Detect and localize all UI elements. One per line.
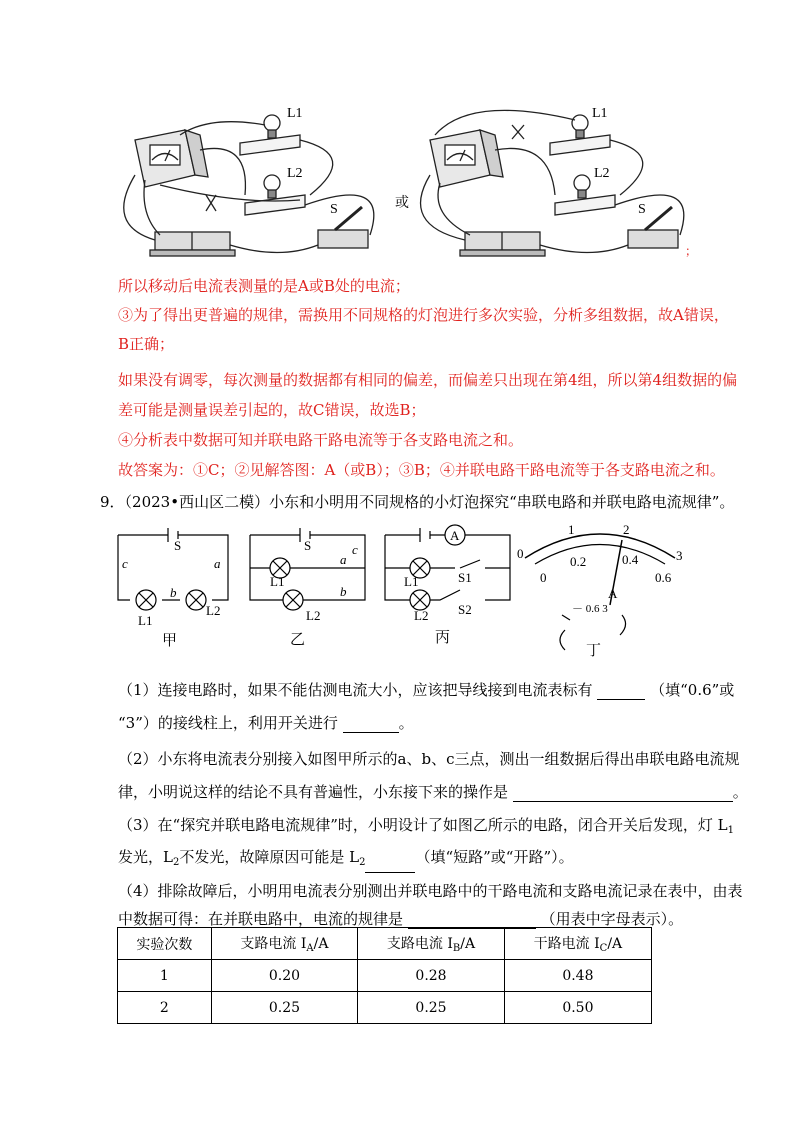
ding-needle-label: A bbox=[608, 586, 618, 601]
table-header-cell: 干路电流 $I_C/A$ bbox=[504, 928, 651, 960]
jia-c-label: c bbox=[122, 556, 128, 571]
jia-b-label: b bbox=[170, 585, 177, 600]
question-stem bbox=[100, 492, 734, 512]
jia-caption: 甲 bbox=[162, 633, 178, 649]
left-l2-label: L2 bbox=[287, 166, 303, 181]
bing-s2-label: S2 bbox=[458, 602, 472, 617]
part4-line1: （4）排除故障后，小明用电流表分别测出并联电路中的干路电流和支路电流记录在表中，由表 bbox=[118, 882, 743, 900]
part1-line2: “3”）的接线柱上，利用开关进行 。 bbox=[118, 714, 414, 732]
ding-scale-04: 0.4 bbox=[622, 552, 639, 567]
right-l2-label: L2 bbox=[594, 166, 610, 181]
yi-l2-label: L2 bbox=[306, 608, 321, 623]
part2-blank[interactable] bbox=[513, 787, 733, 802]
table-header-cell: 实验次数 bbox=[118, 928, 212, 960]
jia-l2-label: L2 bbox=[206, 603, 221, 618]
answer-line-2: ③为了得出更普遍的规律，需换用不同规格的灯泡进行多次实验，分析多组数据，故A错误， bbox=[118, 306, 729, 324]
yi-s-label: S bbox=[304, 538, 312, 553]
table-cell: 0.50 bbox=[504, 992, 651, 1024]
figure-semicolon: ； bbox=[685, 244, 698, 258]
part3-line2: 发光，$L_2$不发光，故障原因可能是 $L_2$ （填“短路”或“开路”）。 bbox=[118, 847, 574, 873]
part2-line1: （2）小东将电流表分别接入如图甲所示的a、b、c三点，测出一组数据后得出串联电路电流规 bbox=[118, 750, 740, 768]
jia-l1-label: L1 bbox=[138, 613, 153, 628]
left-s-label: S bbox=[330, 202, 338, 217]
part4-line2: 中数据可得：在并联电路中，电流的规律是 （用表中字母表示）。 bbox=[118, 910, 684, 928]
bing-l1-label: L1 bbox=[404, 574, 419, 589]
part3-line1: （3）在“探究并联电路电流规律”时，小明设计了如图乙所示的电路，闭合开关后发现，灯 $L_1$ bbox=[118, 816, 734, 836]
part1-blank-1[interactable] bbox=[597, 685, 645, 700]
ding-scale-1: 1 bbox=[568, 522, 575, 537]
apparatus-figure bbox=[100, 95, 700, 265]
table-cell: 1 bbox=[118, 960, 212, 992]
ding-caption: 丁 bbox=[586, 643, 602, 659]
bing-caption: 丙 bbox=[435, 630, 451, 646]
ding-scale-3: 3 bbox=[676, 548, 683, 563]
table-cell: 0.25 bbox=[211, 992, 357, 1024]
part1-line1: （1）连接电路时，如果不能估测电流大小，应该把导线接到电流表标有 （填“0.6”或 bbox=[118, 681, 735, 699]
ding-scale-06: 0.6 bbox=[655, 570, 672, 585]
part2-line2: 律，小明说这样的结论不具有普遍性，小东接下来的操作是 。 bbox=[118, 783, 748, 801]
yi-l1-label: L1 bbox=[270, 574, 285, 589]
answer-line-6: ④分析表中数据可知并联电路干路电流等于各支路电流之和。 bbox=[118, 431, 524, 449]
table-row bbox=[118, 992, 652, 1024]
table-cell: 0.28 bbox=[358, 960, 505, 992]
table-cell: 0.20 bbox=[211, 960, 357, 992]
yi-caption: 乙 bbox=[290, 632, 306, 648]
table-header-row bbox=[118, 928, 652, 960]
data-table bbox=[117, 927, 652, 1024]
table-row bbox=[118, 960, 652, 992]
answer-line-1: 所以移动后电流表测量的是A或B处的电流； bbox=[118, 277, 410, 295]
right-l1-label: L1 bbox=[592, 106, 608, 121]
bing-s1-label: S1 bbox=[458, 570, 472, 585]
bing-meter-label: A bbox=[450, 528, 460, 543]
question-number: 9． bbox=[100, 493, 125, 511]
question-source: （2023•西山区二模） bbox=[124, 493, 270, 511]
answer-line-7: 故答案为：①C；②见解答图：A（或B）；③B；④并联电路干路电流等于各支路电流之和。 bbox=[118, 461, 725, 479]
part1-blank-2[interactable] bbox=[343, 718, 399, 733]
table-cell: 0.25 bbox=[358, 992, 505, 1024]
yi-c-label: c bbox=[352, 542, 358, 557]
table-header-cell: 支路电流 $I_B/A$ bbox=[358, 928, 505, 960]
or-label: 或 bbox=[395, 196, 409, 211]
bing-l2-label: L2 bbox=[414, 608, 429, 623]
ding-zero-top: 0 bbox=[517, 546, 524, 561]
question-stem-text: 小东和小明用不同规格的小灯泡探究“串联电路和并联电路电流规律”。 bbox=[269, 493, 735, 511]
answer-line-4: 如果没有调零，每次测量的数据都有相同的偏差，而偏差只出现在第4组，所以第4组数据的偏 bbox=[118, 371, 738, 389]
jia-a-label: a bbox=[214, 556, 221, 571]
yi-a-label: a bbox=[340, 552, 347, 567]
ding-scale-2: 2 bbox=[623, 522, 630, 537]
table-cell: 0.48 bbox=[504, 960, 651, 992]
part3-blank[interactable] bbox=[365, 858, 415, 873]
answer-line-3: B正确； bbox=[118, 335, 175, 353]
yi-b-label: b bbox=[340, 584, 347, 599]
ding-terminals: － 0.6 3 bbox=[572, 603, 608, 615]
circuit-diagrams bbox=[110, 520, 710, 660]
answer-line-5: 差可能是测量误差引起的，故C错误，故选B； bbox=[118, 401, 426, 419]
ding-zero-bottom: 0 bbox=[540, 570, 547, 585]
ding-scale-02: 0.2 bbox=[570, 554, 587, 569]
jia-s-label: S bbox=[174, 538, 182, 553]
table-cell: 2 bbox=[118, 992, 212, 1024]
table-header-cell: 支路电流 $I_A/A$ bbox=[211, 928, 357, 960]
left-l1-label: L1 bbox=[287, 106, 303, 121]
right-s-label: S bbox=[638, 202, 646, 217]
